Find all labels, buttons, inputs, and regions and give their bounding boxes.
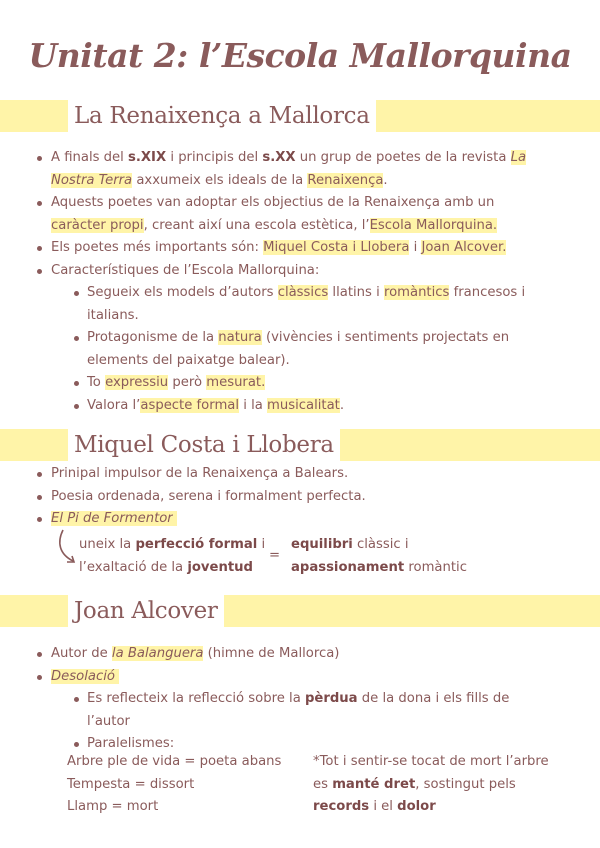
note-block: *Tot i sentir-se tocat de mort l’arbre es manté dret, sostingut pels records i el dolor — [313, 754, 549, 814]
parallel-line: Tempesta = dissort — [67, 776, 195, 792]
list-item: Característiques de l’Escola Mallorquina: — [0, 260, 600, 283]
section-heading-band — [0, 100, 600, 132]
bullet-icon — [74, 291, 79, 296]
bullet-icon — [37, 201, 42, 206]
section-costa-list — [0, 463, 600, 531]
section-alcover-list — [0, 643, 600, 756]
pi-formentor-description: uneix la perfecció formal i l’exaltació de la joventud — [79, 537, 266, 575]
sub-list-item: To expressiu però mesurat. — [0, 372, 600, 395]
bullet-icon — [37, 495, 42, 500]
sub-list-item: Es reflecteix la reflecció sobre la pèrdua de la dona i els fills de l’autor — [0, 688, 600, 733]
bullet-icon — [74, 697, 79, 702]
bullet-icon — [74, 404, 79, 409]
section-heading: La Renaixença a Mallorca — [68, 100, 376, 132]
list-item: A finals del s.XIX i principis del s.XX un grup de poetes de la revista La Nostra Terra axxumeix els ideals de la Renaixença. — [0, 147, 600, 192]
sub-list-item: Segueix els models d’autors clàssics llatins i romàntics francesos i italians. — [0, 282, 600, 327]
section-heading: Miquel Costa i Llobera — [68, 429, 340, 461]
bullet-icon — [74, 742, 79, 747]
page-title: Unitat 2: l’Escola Mallorquina — [28, 36, 572, 75]
list-item: Els poetes més importants són: Miquel Costa i Llobera i Joan Alcover. — [0, 237, 600, 260]
sub-list-item: Paralelismes: — [0, 733, 600, 756]
pi-formentor-result: equilibri clàssic i apassionament romàntic — [291, 537, 467, 575]
section-heading-band — [0, 595, 600, 627]
bullet-icon — [37, 675, 42, 680]
list-item: Aquests poetes van adoptar els objectius de la Renaixença amb un caràcter propi, creant així una escola estètica, l’Escola Mallorquina. — [0, 192, 600, 237]
sub-list-item: Protagonisme de la natura (vivències i sentiments projectats en elements del paixatge balear). — [0, 327, 600, 372]
sub-list-item: Valora l’aspecte formal i la musicalitat. — [0, 395, 600, 418]
bullet-icon — [37, 652, 42, 657]
parallel-line: Arbre ple de vida = poeta abans — [67, 754, 282, 769]
bullet-icon — [37, 246, 42, 251]
bullet-icon — [37, 517, 42, 522]
section-heading-band — [0, 429, 600, 461]
bullet-icon — [37, 472, 42, 477]
list-item: El Pi de Formentor — [0, 508, 600, 531]
parallel-line: Llamp = mort — [67, 799, 159, 814]
parallels-list — [67, 751, 281, 819]
bullet-icon — [74, 381, 79, 386]
bullet-icon — [37, 156, 42, 161]
list-item: Poesia ordenada, serena i formalment perfecta. — [0, 486, 600, 509]
section-heading: Joan Alcover — [68, 595, 224, 627]
list-item: Autor de la Balanguera (himne de Mallorca) — [0, 643, 600, 666]
section-renaixenca-list — [0, 147, 600, 417]
bullet-icon — [37, 269, 42, 274]
bullet-icon — [74, 336, 79, 341]
list-item: Prinipal impulsor de la Renaixença a Balears. — [0, 463, 600, 486]
equals-sign: = — [269, 548, 281, 563]
list-item: Desolació — [0, 666, 600, 689]
